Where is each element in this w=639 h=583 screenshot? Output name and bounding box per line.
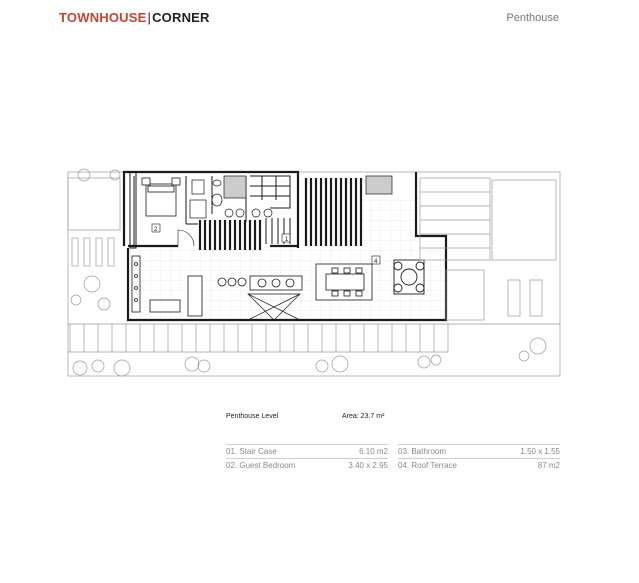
room-label: 02. Guest Bedroom [226, 461, 296, 470]
door-swing [178, 230, 194, 246]
level-area: Area: 23.7 m² [342, 413, 385, 420]
brand-separator: | [147, 10, 152, 25]
guest-bed [142, 178, 180, 216]
brand-secondary: CORNER [152, 10, 210, 25]
room-label: 03. Bathroom [398, 447, 447, 456]
room-label: 04. Roof Terrace [398, 461, 457, 470]
room-value: 87 m2 [537, 461, 560, 470]
room-value: 3.40 x 2.95 [348, 461, 388, 470]
dining-table [316, 264, 372, 300]
left-garden [68, 169, 120, 310]
level-title: Penthouse Level [226, 413, 279, 420]
page-label: Penthouse [506, 12, 559, 24]
room-entry [398, 444, 560, 458]
marker-2: 2 [154, 227, 158, 233]
room-entry [398, 458, 560, 472]
wall-column [132, 256, 140, 312]
terrace-table [394, 260, 424, 294]
room-value: 6.10 m2 [359, 447, 388, 456]
bottom-garden [68, 324, 546, 376]
room-value: 1.50 x 1.55 [520, 447, 560, 456]
marker-4: 4 [374, 259, 378, 265]
brand-primary: TOWNHOUSE [59, 10, 147, 25]
terrace-floor [362, 198, 416, 248]
room-entry [226, 444, 388, 458]
room-label: 01. Stair Case [226, 447, 277, 456]
bathroom-fixtures [190, 180, 222, 218]
room-entry [226, 458, 388, 472]
marker-1: 1 [285, 237, 289, 243]
